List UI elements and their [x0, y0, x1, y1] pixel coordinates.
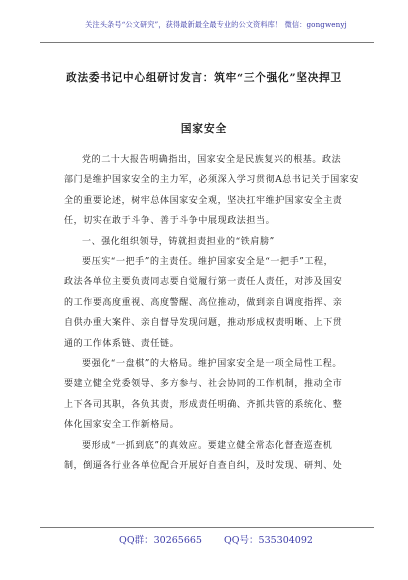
paragraph-intro	[64, 150, 368, 232]
text-line: 制，倒逼各行业各单位配合开展好自查自纠，及时发现、研判、处	[64, 460, 343, 471]
text-line: 任，切实在敢于斗争、善于斗争中展现政法担当。	[64, 216, 276, 227]
text-line: 要强化“一盘棋”的大格局。维护国家安全是一项全局性工程。	[82, 359, 343, 369]
qq-group-text: QQ群：30265665	[119, 535, 202, 546]
text-line: 部门是维护国家安全的主力军，必须深入学习贯彻A总书记关于国家安	[64, 175, 360, 186]
document-subtitle: 国家安全	[180, 123, 228, 135]
text-line: 要形成“一抓到底”的真效应。要建立健全常态化督查巡查机	[82, 440, 333, 451]
paragraph-overall-pattern	[64, 354, 368, 436]
text-line: 要压实“一把手”的主责任。维护国家安全是“一把手”工程，	[82, 257, 334, 267]
section-heading	[64, 232, 368, 252]
header-divider	[40, 42, 374, 43]
document-title: 政法委书记中心组研讨发言：筑牢“三个强化”坚决捍卫	[66, 72, 342, 84]
qq-number-text: QQ号：535304092	[223, 535, 313, 546]
footer-contact	[60, 532, 372, 546]
text-line: 政法各单位主要负责同志要自觉履行第一责任人责任，对涉及国安	[64, 277, 343, 288]
text-line: 党的二十大报告明确指出，国家安全是民族复兴的根基。政法	[82, 155, 342, 165]
paragraph-responsibility	[64, 252, 368, 354]
header-banner: 关注头条号“公文研究”，获得最新最全最专业的公文资料库！ 微信：gongwenyj	[85, 20, 347, 29]
text-line: 全的重要论述，树牢总体国家安全观，坚决扛牢维护国家安全主责	[64, 195, 343, 206]
text-line: 通的工作体系链、责任链。	[64, 338, 180, 349]
text-line: 上下各司其职，各负其责，形成责任明确、齐抓共管的系统化、整	[64, 399, 343, 410]
text-line: 自供办重大案件、亲自督导发现问题，推动形成权责明晰、上下贯	[64, 318, 343, 329]
footer-divider	[40, 527, 374, 528]
text-line: 一、强化组织领导，铸就担责担业的“铁肩膀”	[82, 236, 275, 247]
text-line: 体化国家安全工作新格局。	[64, 420, 180, 431]
text-line: 的工作要高度重视、高度警醒、高位推动，做到亲自调度指挥、亲	[64, 297, 343, 308]
text-line: 要建立健全党委领导、多方参与、社会协同的工作机制，推动全市	[64, 379, 343, 390]
paragraph-effect	[64, 436, 368, 477]
